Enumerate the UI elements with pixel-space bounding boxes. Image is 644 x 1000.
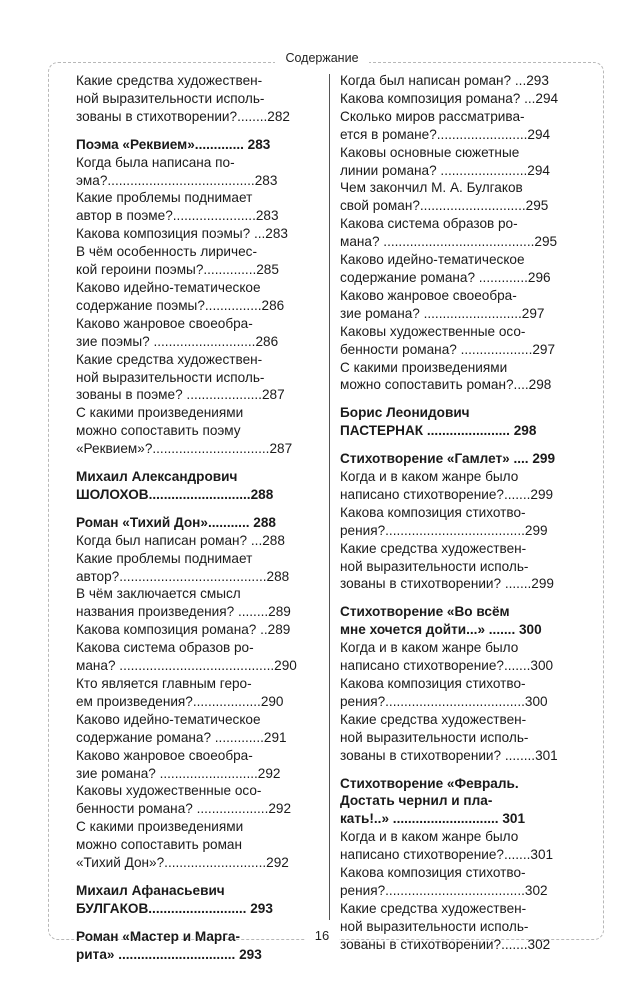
- toc-entry: Каковы художественные осо- бенности романа? ...................297: [340, 323, 556, 357]
- toc-entry: Какова композиция стихотво- рения?.....................................299: [340, 504, 548, 538]
- toc-entry: Когда была написана по- эма?.......................................283: [76, 154, 278, 188]
- page-number-text: 16: [305, 928, 339, 943]
- toc-section-heading: Стихотворение «Февраль. Достать чернил и пла- кать!..» ............................ 301: [340, 775, 526, 827]
- toc-right-column: [340, 72, 578, 954]
- toc-entry: Какие средства художествен- ной выразительности исполь- зованы в стихотворении?.......302: [340, 900, 551, 952]
- toc-author-heading: Михаил Александрович ШОЛОХОВ...........................288: [76, 469, 274, 502]
- toc-author-heading: Борис Леонидович ПАСТЕРНАК ...................... 298: [340, 405, 537, 439]
- toc-entry: Какова композиция романа? ..289: [76, 622, 291, 638]
- toc-entry: Какова система образов ро- мана? .........................................290: [76, 640, 297, 674]
- toc-section-heading: Роман «Мастер и Марга- рита» ............................... 293: [76, 928, 262, 962]
- toc-author-heading: Михаил Афанасьевич БУЛГАКОВ.......................... 293: [76, 882, 273, 916]
- toc-entry: Какова композиция романа? ...294: [340, 90, 559, 106]
- toc-entry: Когда и в каком жанре было написано стихотворение?.......301: [340, 829, 554, 863]
- toc-entry: Сколько миров рассматрива- ется в романе?........................294: [340, 108, 551, 142]
- toc-entry: Каковы художественные осо- бенности романа? ...................292: [76, 783, 292, 817]
- toc-entry: Каково жанровое своеобра- зие романа? ..........................297: [340, 287, 545, 321]
- toc-entry: Когда был написан роман? ...293: [340, 73, 549, 88]
- contents-title: Содержание: [275, 51, 368, 65]
- toc-entry: В чём заключается смысл названия произведения? ........289: [76, 586, 291, 620]
- toc-entry: Чем закончил М. А. Булгаков свой роман?............................295: [340, 180, 549, 214]
- toc-entry: Когда был написан роман? ...288: [76, 532, 285, 548]
- toc-section-heading: Роман «Тихий Дон»........... 288: [76, 514, 276, 530]
- toc-entry: С какими произведениями можно сопоставить роман «Тихий Дон»?...........................292: [76, 819, 289, 871]
- toc-entry: С какими произведениями можно сопоставить поэму «Реквием»?...............................287: [76, 405, 293, 457]
- page-number: [0, 928, 644, 944]
- toc-entry: Какие проблемы поднимает автор в поэме?......................283: [76, 190, 279, 224]
- toc-entry: Какова композиция поэмы? ...283: [76, 226, 288, 242]
- toc-entry: Каково идейно-тематическое содержание романа? .............291: [76, 711, 287, 745]
- toc-entry: Какие средства художествен- ной выразительности исполь- зованы в поэме? ....................287: [76, 351, 285, 403]
- toc-entry: Каково идейно-тематическое содержание романа? .............296: [340, 252, 551, 285]
- toc-entry: Какие средства художествен- ной выразительности исполь- зованы в стихотворении? ........301: [340, 711, 558, 763]
- toc-entry: В чём особенность лиричес- кой героини поэмы?..............285: [76, 244, 279, 278]
- toc-left-column: [76, 72, 318, 964]
- toc-entry: Каково жанровое своеобра- зие романа? ..........................292: [76, 747, 281, 781]
- toc-entry: Какие средства художествен- ной выразительности исполь- зованы в стихотворении? .......299: [340, 540, 554, 592]
- toc-entry: Каково жанровое своеобра- зие поэмы? ...........................286: [76, 315, 279, 349]
- toc-entry: Кто является главным геро- ем произведения?..................290: [76, 676, 284, 709]
- toc-section-heading: Стихотворение «Гамлет» .... 299: [340, 451, 556, 467]
- toc-entry: Какова композиция стихотво- рения?.....................................300: [340, 676, 548, 709]
- toc-entry: Какова композиция стихотво- рения?.....................................302: [340, 865, 548, 898]
- toc-entry: Какова система образов ро- мана? ........................................295: [340, 216, 558, 250]
- toc-entry: Каково идейно-тематическое содержание поэмы?...............286: [76, 279, 285, 313]
- column-divider: [329, 74, 330, 920]
- toc-entry: Когда и в каком жанре было написано стихотворение?.......300: [340, 640, 554, 674]
- toc-section-heading: Поэма «Реквием»............. 283: [76, 136, 271, 152]
- toc-entry: Каковы основные сюжетные линии романа? .......................294: [340, 144, 550, 178]
- toc-entry: Какие средства художествен- ной выразительности исполь- зованы в стихотворении?........282: [76, 73, 290, 124]
- page-header: [0, 50, 644, 66]
- toc-entry: С какими произведениями можно сопоставить роман?....298: [340, 359, 552, 393]
- toc-entry: Когда и в каком жанре было написано стихотворение?.......299: [340, 469, 554, 502]
- toc-entry: Какие проблемы поднимает автор?.......................................288: [76, 550, 290, 584]
- toc-section-heading: Стихотворение «Во всём мне хочется дойти...» ....... 300: [340, 604, 542, 638]
